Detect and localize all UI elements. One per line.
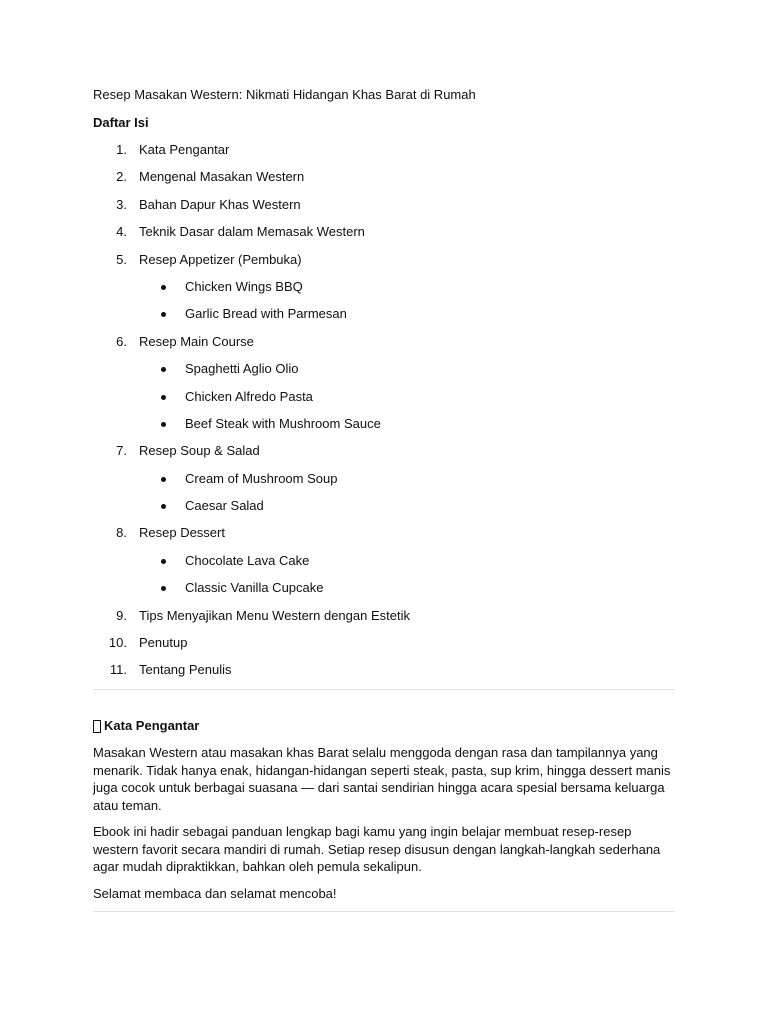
toc-item — [93, 524, 675, 597]
toc-number: 7. — [116, 443, 127, 459]
toc-item — [93, 223, 675, 241]
toc-item — [93, 661, 675, 679]
section-heading-text: Kata Pengantar — [104, 718, 200, 734]
toc-heading: Daftar Isi — [93, 115, 149, 130]
toc-item — [93, 168, 675, 186]
toc-number: 10. — [108, 635, 127, 651]
toc-number: 11. — [109, 662, 127, 678]
bullet-icon — [161, 395, 166, 400]
toc-item — [93, 251, 675, 324]
toc-subitem-label: Cream of Mushroom Soup — [185, 470, 338, 486]
toc-subitem-label: Chicken Alfredo Pasta — [185, 388, 313, 404]
toc-number: 3. — [116, 196, 127, 212]
toc-label: Tips Menyajikan Menu Western dengan Estetik — [139, 607, 410, 623]
paragraph: Selamat membaca dan selamat mencoba! — [93, 885, 337, 901]
section-heading — [93, 717, 675, 735]
toc-number: 4. — [116, 224, 127, 240]
bullet-icon — [161, 312, 166, 317]
section-divider — [93, 911, 675, 912]
document-title: Resep Masakan Western: Nikmati Hidangan Khas Barat di Rumah — [93, 87, 476, 102]
toc-label: Resep Soup & Salad — [139, 443, 260, 459]
bullet-icon — [161, 422, 166, 427]
toc-subitem-label: Chicken Wings BBQ — [185, 278, 303, 294]
toc-sublist — [139, 278, 675, 323]
bullet-icon — [161, 586, 166, 591]
bullet-icon — [161, 367, 166, 372]
toc-subitem — [139, 470, 675, 488]
bullet-icon — [161, 504, 166, 509]
missing-glyph-icon — [93, 720, 101, 733]
toc-item — [93, 141, 675, 159]
toc-item — [93, 196, 675, 214]
bullet-icon — [161, 285, 166, 290]
paragraph: Masakan Western atau masakan khas Barat selalu menggoda dengan rasa dan tampilannya yang menarik. Tidak hanya enak, hidangan-hidangan seperti steak, pasta, sup krim, hingga dessert manis juga cocok untuk berbagai suasana — dari santai sendirian hingga acara spesial bersama keluarga atau teman. — [93, 745, 671, 813]
toc-subitem — [139, 360, 675, 378]
table-of-contents — [93, 141, 675, 679]
toc-subitem-label: Spaghetti Aglio Olio — [185, 361, 299, 377]
toc-label: Bahan Dapur Khas Western — [139, 196, 301, 212]
toc-label: Mengenal Masakan Western — [139, 169, 305, 185]
toc-subitem — [139, 305, 675, 323]
toc-label: Resep Appetizer (Pembuka) — [139, 251, 302, 267]
toc-item — [93, 634, 675, 652]
toc-number: 9. — [116, 607, 127, 623]
bullet-icon — [161, 559, 166, 564]
toc-sublist — [139, 552, 675, 597]
toc-subitem-label: Caesar Salad — [185, 498, 264, 514]
toc-number: 2. — [116, 169, 127, 185]
toc-number: 8. — [116, 525, 127, 541]
toc-label: Resep Dessert — [139, 525, 225, 541]
toc-label: Tentang Penulis — [139, 662, 232, 678]
toc-number: 6. — [116, 333, 127, 349]
toc-subitem — [139, 415, 675, 433]
toc-item — [93, 333, 675, 433]
toc-item — [93, 607, 675, 625]
toc-subitem — [139, 579, 675, 597]
paragraph: Ebook ini hadir sebagai panduan lengkap bagi kamu yang ingin belajar membuat resep-resep western favorit secara mandiri di rumah. Setiap resep disusun dengan langkah-langkah sederhana agar mudah dipraktikkan, bahkan oleh pemula sekalipun. — [93, 824, 661, 875]
toc-subitem-label: Classic Vanilla Cupcake — [185, 580, 324, 596]
toc-subitem-label: Garlic Bread with Parmesan — [185, 306, 347, 322]
toc-sublist — [139, 360, 675, 433]
toc-subitem — [139, 552, 675, 570]
toc-item — [93, 442, 675, 515]
toc-subitem — [139, 388, 675, 406]
toc-subitem — [139, 278, 675, 296]
toc-label: Resep Main Course — [139, 333, 254, 349]
toc-label: Penutup — [139, 635, 188, 651]
toc-label: Teknik Dasar dalam Memasak Western — [139, 224, 365, 240]
document-body — [93, 86, 675, 912]
toc-subitem-label: Chocolate Lava Cake — [185, 552, 310, 568]
bullet-icon — [161, 477, 166, 482]
toc-sublist — [139, 470, 675, 515]
toc-subitem — [139, 497, 675, 515]
toc-number: 5. — [116, 251, 127, 267]
toc-number: 1. — [116, 142, 127, 157]
toc-label: Kata Pengantar — [139, 142, 230, 157]
toc-subitem-label: Beef Steak with Mushroom Sauce — [185, 415, 381, 431]
section-divider — [93, 689, 675, 690]
